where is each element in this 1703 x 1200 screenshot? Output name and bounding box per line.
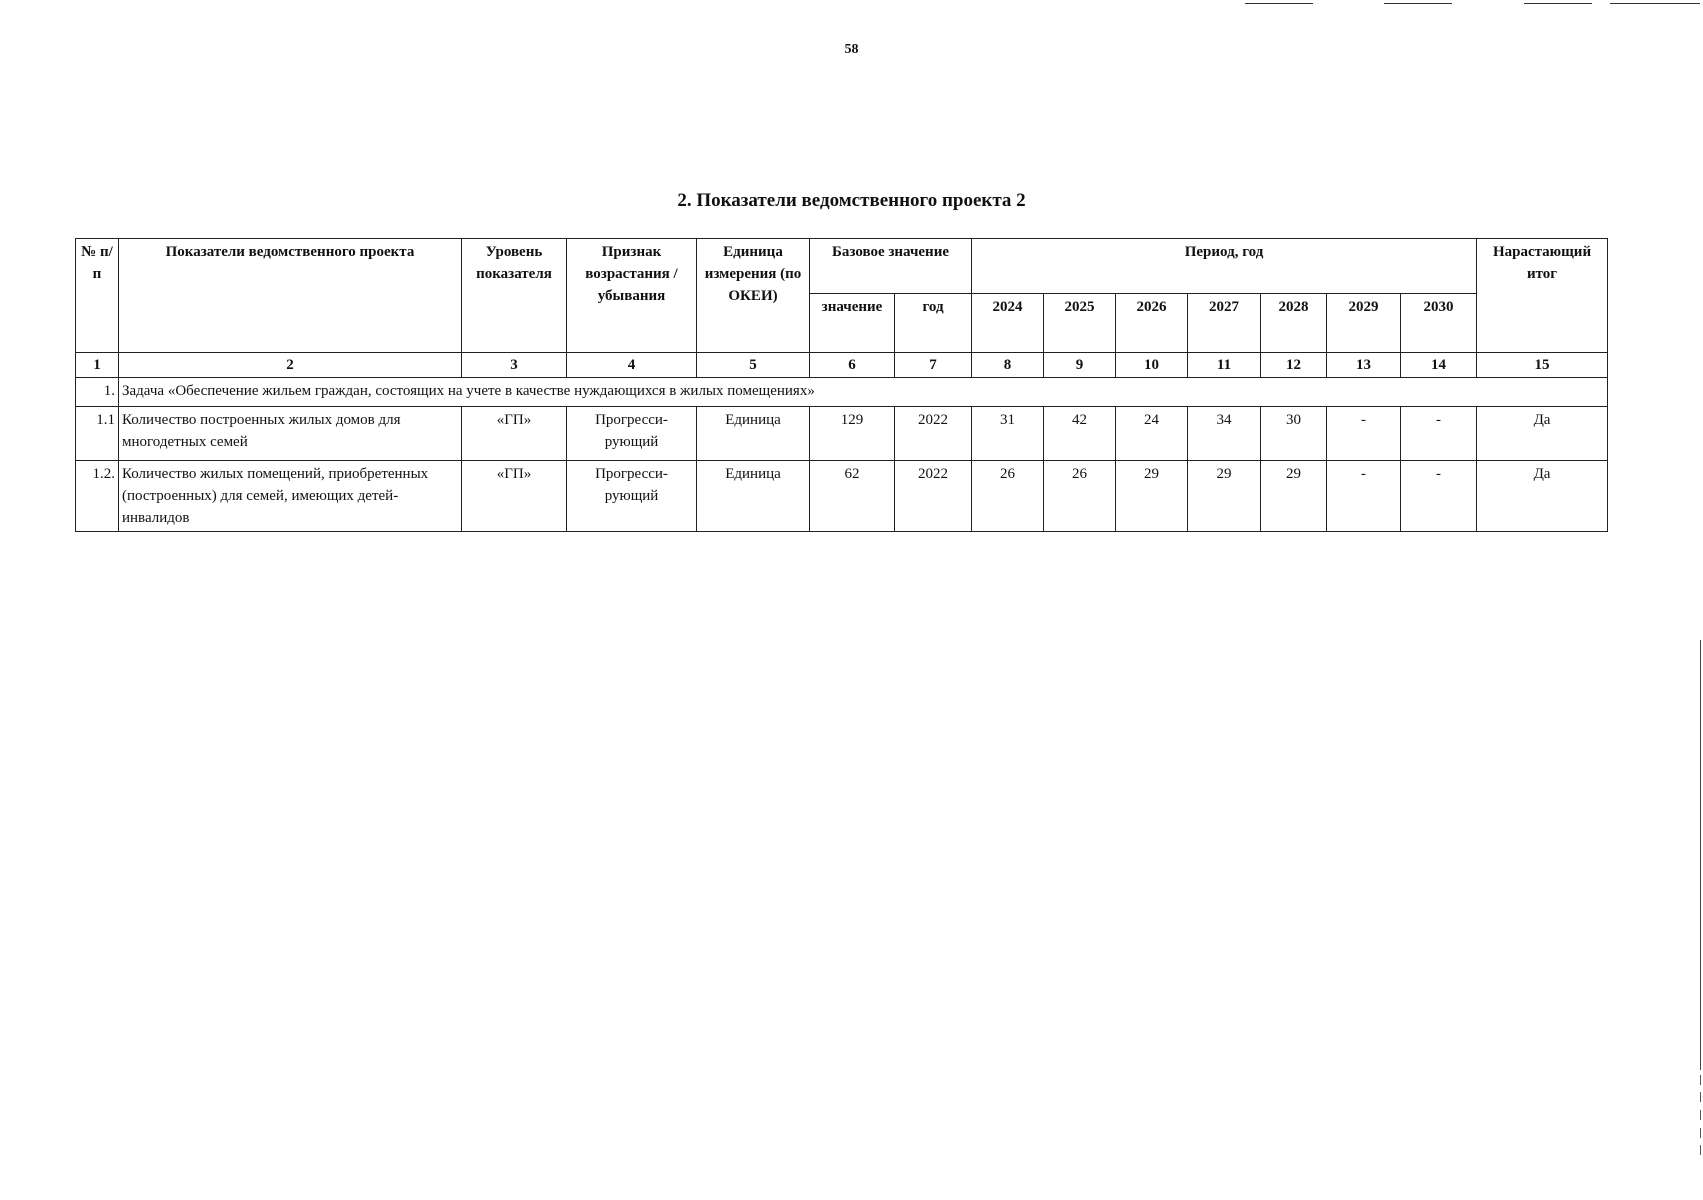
header-year: 2029 [1327,294,1401,353]
header-year: 2028 [1261,294,1327,353]
table-row [76,461,1608,532]
column-number: 15 [1477,353,1608,378]
header-trend: Признак возрастания / убывания [567,239,697,353]
column-number: 2 [119,353,462,378]
header-year: 2027 [1188,294,1261,353]
scan-edge-tick [1700,1110,1701,1120]
header-base-year: год [895,294,972,353]
column-number: 14 [1401,353,1477,378]
task-text: Задача «Обеспечение жильем граждан, состоящих на учете в качестве нуждающихся в жилых помещениях» [119,378,1608,407]
row-year-value: 34 [1188,407,1261,461]
header-row [76,239,1608,294]
row-year-value: 42 [1044,407,1116,461]
column-number-row [76,353,1608,378]
header-num: № п/п [76,239,119,353]
row-level: «ГП» [462,461,567,532]
column-number: 8 [972,353,1044,378]
row-year-value: 31 [972,407,1044,461]
header-base: Базовое значение [810,239,972,294]
scan-edge-tick [1700,1128,1701,1138]
page-title: 2. Показатели ведомственного проекта 2 [677,190,1026,211]
scan-line [1610,3,1700,4]
column-number: 11 [1188,353,1261,378]
row-year-value: 29 [1116,461,1188,532]
row-year-value: 30 [1261,407,1327,461]
page-number: 58 [844,42,859,57]
row-indicator-name: Количество построенных жилых домов для многодетных семей [119,407,462,461]
header-cumulative: Нарастающий итог [1477,239,1608,353]
row-trend: Прогресси-рующий [567,407,697,461]
row-base-year: 2022 [895,407,972,461]
header-indicator: Показатели ведомственного проекта [119,239,462,353]
column-number: 6 [810,353,895,378]
indicators-table [75,238,1608,532]
task-num: 1. [76,378,119,407]
row-trend: Прогресси-рующий [567,461,697,532]
row-year-value: 29 [1188,461,1261,532]
row-year-value: 24 [1116,407,1188,461]
column-number: 10 [1116,353,1188,378]
column-number: 13 [1327,353,1401,378]
row-unit: Единица [697,407,810,461]
row-cumulative: Да [1477,407,1608,461]
header-year: 2024 [972,294,1044,353]
row-year-value: 26 [972,461,1044,532]
column-number: 9 [1044,353,1116,378]
column-number: 7 [895,353,972,378]
scan-line [1245,3,1313,4]
header-year: 2030 [1401,294,1477,353]
header-base-value: значение [810,294,895,353]
row-base-value: 62 [810,461,895,532]
header-period: Период, год [972,239,1477,294]
row-year-value: - [1327,407,1401,461]
scan-edge-tick [1700,1145,1701,1155]
scan-line [1524,3,1592,4]
header-year: 2025 [1044,294,1116,353]
row-cumulative: Да [1477,461,1608,532]
row-unit: Единица [697,461,810,532]
task-row [76,378,1608,407]
row-base-value: 129 [810,407,895,461]
header-unit: Единица измерения (по ОКЕИ) [697,239,810,353]
column-number: 4 [567,353,697,378]
row-year-value: - [1327,461,1401,532]
row-year-value: 29 [1261,461,1327,532]
table-row [76,407,1608,461]
row-num: 1.1 [76,407,119,461]
header-year: 2026 [1116,294,1188,353]
row-year-value: - [1401,407,1477,461]
column-number: 3 [462,353,567,378]
scan-edge [1700,640,1701,1070]
column-number: 12 [1261,353,1327,378]
column-number: 1 [76,353,119,378]
row-base-year: 2022 [895,461,972,532]
scan-line [1384,3,1452,4]
row-level: «ГП» [462,407,567,461]
row-num: 1.2. [76,461,119,532]
row-indicator-name: Количество жилых помещений, приобретенных (построенных) для семей, имеющих детей-инвалидов [119,461,462,532]
scan-edge-tick [1700,1075,1701,1085]
column-number: 5 [697,353,810,378]
row-year-value: - [1401,461,1477,532]
scan-edge-tick [1700,1092,1701,1102]
header-level: Уровень показателя [462,239,567,353]
row-year-value: 26 [1044,461,1116,532]
